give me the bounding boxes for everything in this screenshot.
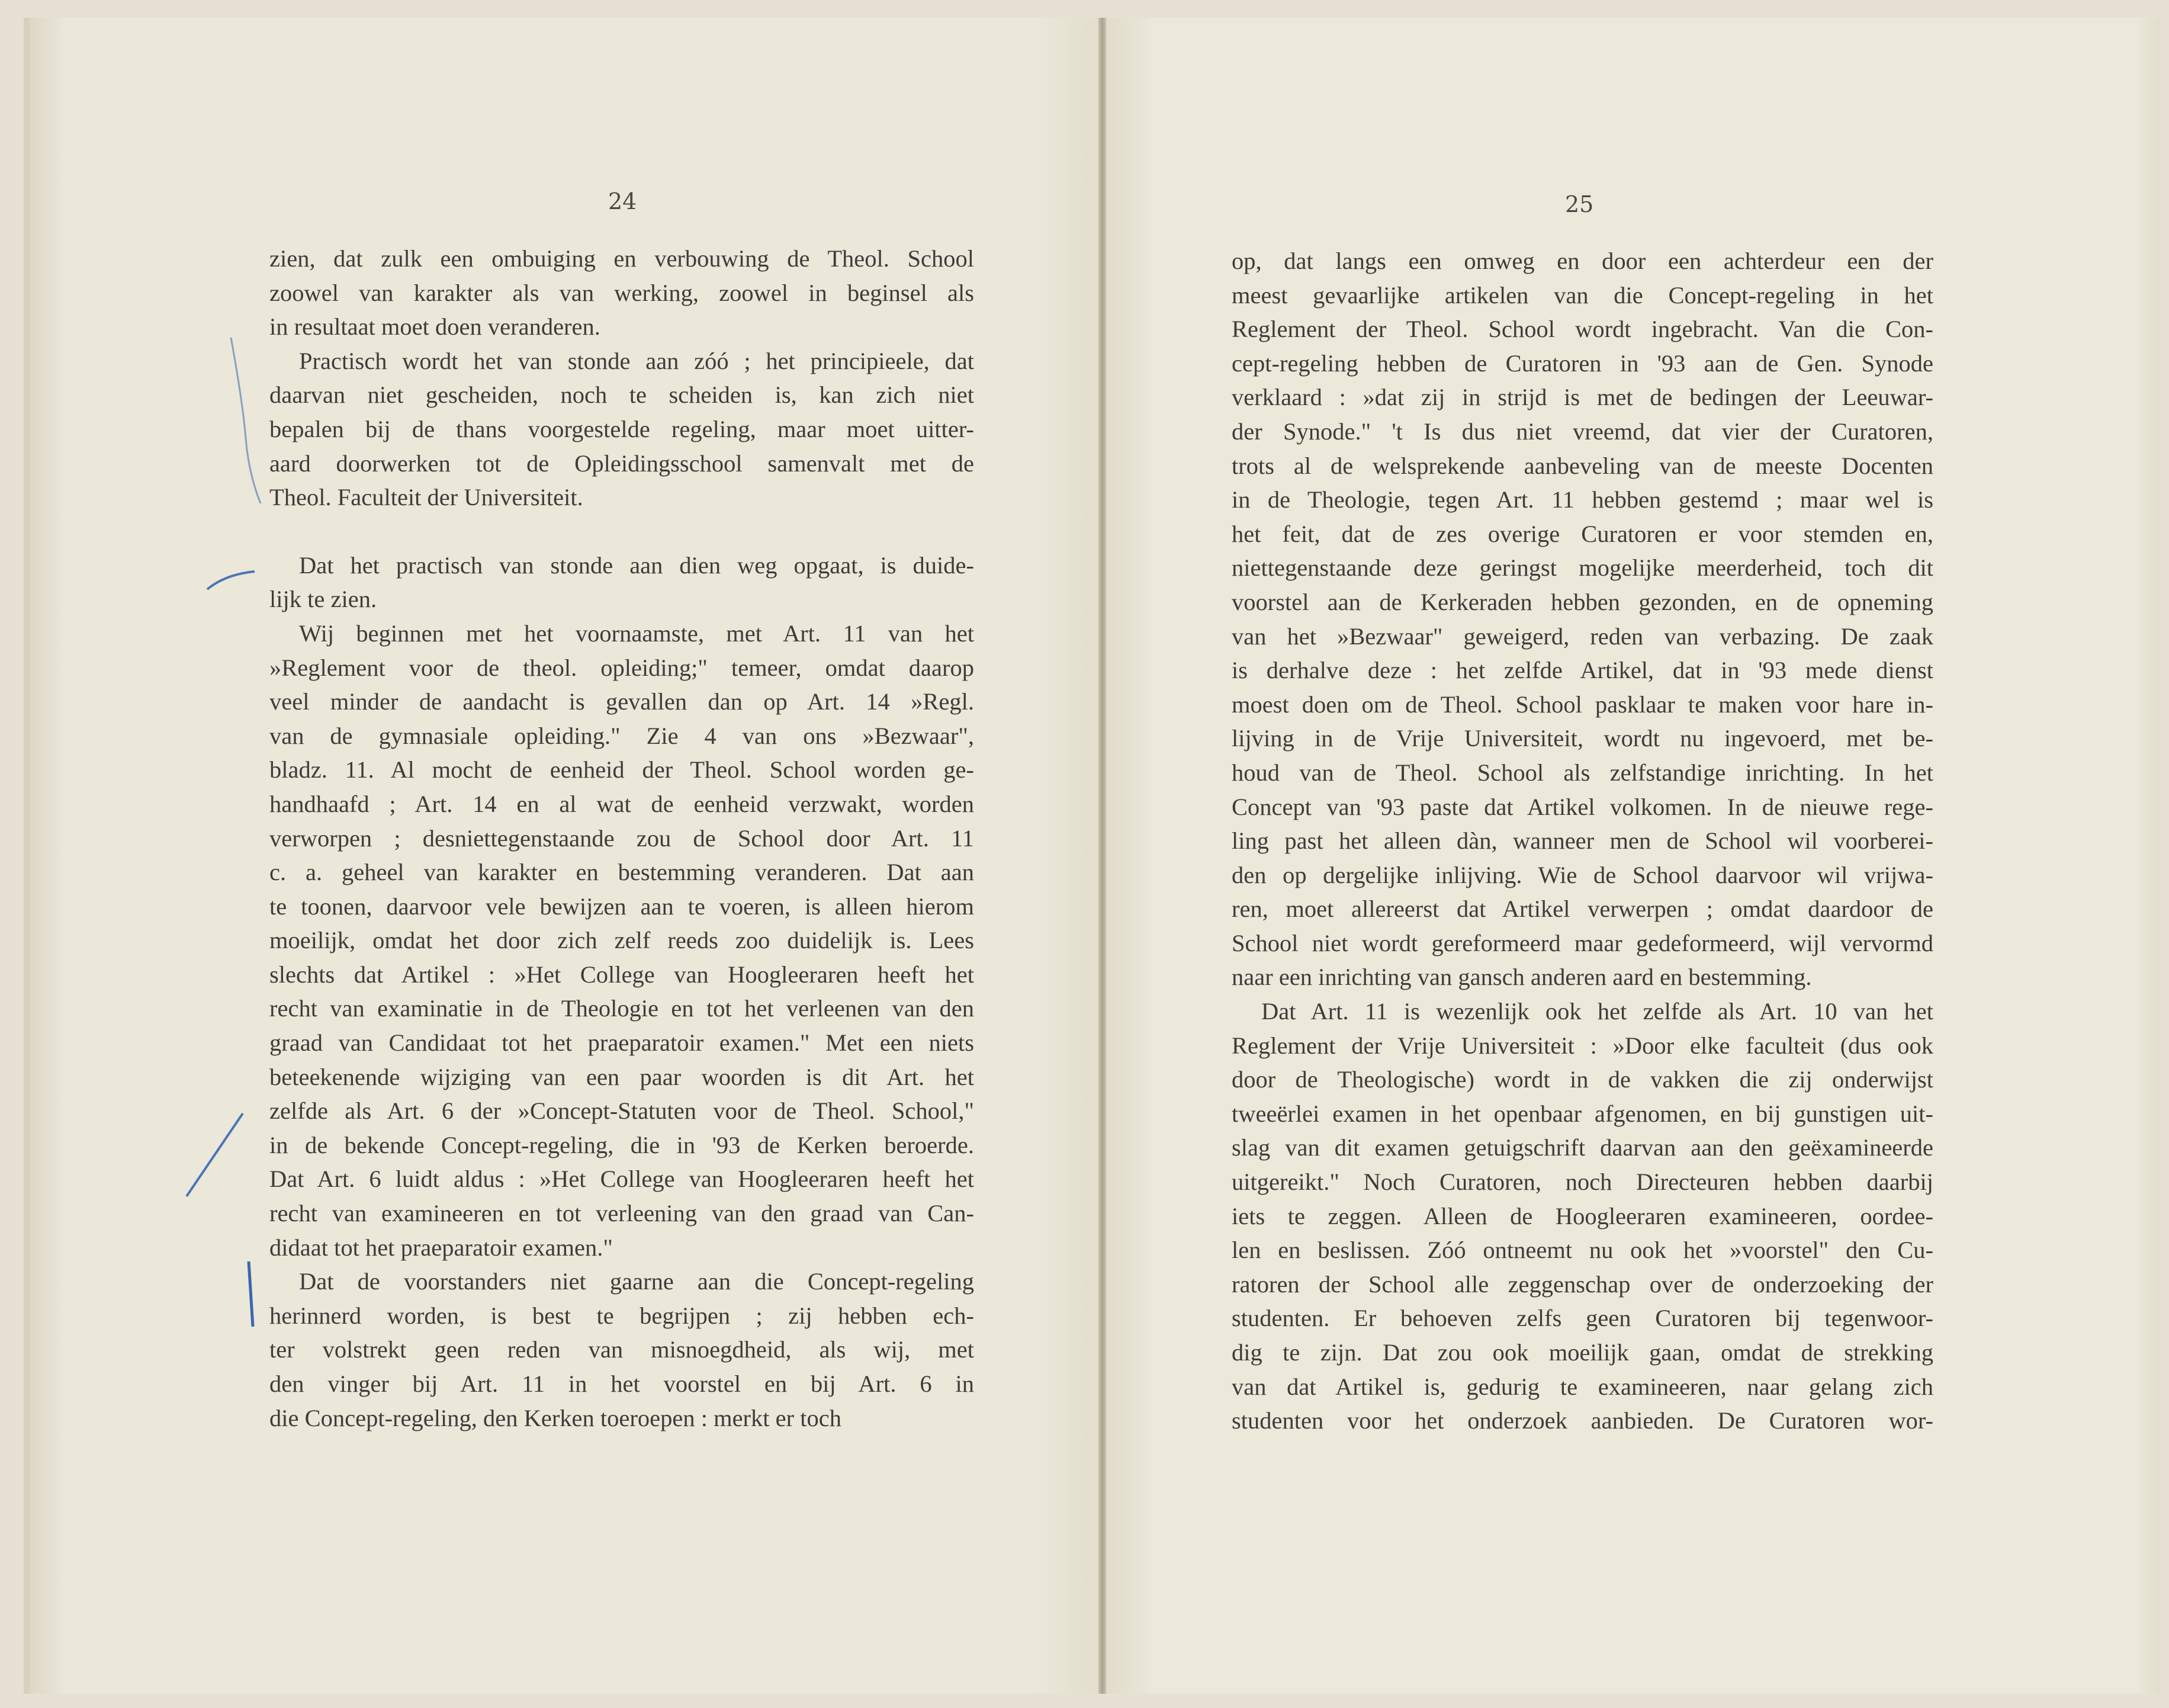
text-line: handhaafd ; Art. 14 en al wat de eenheid verzwakt, worden (269, 790, 974, 817)
text-line: Reglement der Vrije Universiteit : »Door elke faculteit (dus ook (1232, 1032, 1933, 1059)
text-line: van de gymnasiale opleiding." Zie 4 van ons »Bezwaar", (269, 722, 974, 749)
text-line: voorstel aan de Kerkeraden hebben gezonden, en de opneming (1232, 588, 1933, 615)
text-line: didaat tot het praeparatoir examen." (269, 1234, 613, 1261)
margin-pencil-mark-3 (178, 1107, 249, 1202)
text-line: van dat Artikel is, gedurig te examineeren, naar gelang zich (1232, 1373, 1933, 1400)
text-line: daarvan niet gescheiden, noch te scheiden is, kan zich niet (269, 381, 974, 409)
right-page-body (1232, 244, 1933, 1438)
text-line: Dat Art. 6 luidt aldus : »Het College van Hoogleeraren heeft het (269, 1166, 974, 1193)
text-line: ling past het alleen dàn, wanneer men de School wil voorberei- (1232, 827, 1933, 855)
text-line: niettegenstaande deze geringst mogelijke meerderheid, toch dit (1232, 554, 1933, 582)
text-line: die Concept-regeling, den Kerken toeroepen : merkt er toch (269, 1404, 841, 1431)
text-line: naar een inrichting van gansch anderen aard en bestemming. (1232, 964, 1812, 991)
text-line: houd van de Theol. School als zelfstandige inrichting. In het (1232, 759, 1933, 786)
text-line: Reglement der Theol. School wordt ingebracht. Van die Con- (1232, 316, 1933, 343)
text-line: recht van examineeren en tot verleening van den graad van Can- (269, 1200, 974, 1227)
text-line: recht van examinatie in de Theologie en tot het verleenen van den (269, 995, 974, 1022)
text-line: Dat de voorstanders niet gaarne aan die Concept-regeling (299, 1268, 974, 1295)
text-line: op, dat langs een omweg en door een achterdeur een der (1232, 248, 1933, 274)
text-line: den op dergelijke inlijving. Wie de School daarvoor wil vrijwa- (1232, 861, 1933, 888)
book-gutter (1098, 18, 1106, 1694)
text-line: het feit, dat de zes overige Curatoren er voor stemden en, (1232, 520, 1933, 547)
margin-pencil-mark-2 (201, 563, 261, 598)
text-line: Wij beginnen met het voornaamste, met Art. 11 van het (299, 619, 974, 647)
text-line: herinnerd worden, is best te begrijpen ; zij hebben ech- (269, 1302, 974, 1329)
text-line: den vinger bij Art. 11 in het voorstel en bij Art. 6 in (269, 1370, 974, 1397)
text-line: in resultaat moet doen veranderen. (269, 313, 600, 341)
text-line: trots al de welsprekende aanbeveling van de meeste Docenten (1232, 452, 1933, 479)
text-line: te toonen, daarvoor vele bewijzen aan te voeren, is alleen hierom (269, 892, 974, 920)
text-line: Practisch wordt het van stonde aan zóó ; het principieele, dat (299, 347, 974, 374)
right-page-number: 25 (1565, 191, 1594, 217)
text-line: ren, moet allereerst dat Artikel verwerpen ; omdat daardoor de (1232, 895, 1933, 923)
text-line: uitgereikt." Noch Curatoren, noch Directeuren hebben daarbij (1232, 1168, 1933, 1196)
text-line: bepalen bij de thans voorgestelde regeling, maar moet uitter- (269, 415, 974, 442)
text-line: Dat het practisch van stonde aan dien weg opgaat, is duide- (299, 551, 974, 579)
margin-pencil-mark-4 (240, 1256, 264, 1333)
text-line: ter volstrekt geen reden van misnoegdheid, als wij, met (269, 1336, 974, 1363)
text-line: slechts dat Artikel : »Het College van Hoogleeraren heeft het (269, 961, 974, 988)
text-line: slag van dit examen getuigschrift daarvan aan den geëxamineerde (1232, 1134, 1933, 1161)
text-line: meest gevaarlijke artikelen van die Concept-regeling in het (1232, 281, 1933, 309)
text-line: c. a. geheel van karakter en bestemming veranderen. Dat aan (269, 859, 974, 886)
text-line: studenten voor het onderzoek aanbieden. De Curatoren wor- (1232, 1407, 1933, 1434)
text-line: studenten. Er behoeven zelfs geen Curatoren bij tegenwoor- (1232, 1305, 1933, 1332)
text-line: van het »Bezwaar" geweigerd, reden van verbazing. De zaak (1232, 622, 1933, 650)
text-line: moest doen om de Theol. School pasklaar te maken voor hare in- (1232, 691, 1933, 718)
text-line: door de Theologische) wordt in de vakken die zij onderwijst (1232, 1066, 1933, 1093)
text-line: Theol. Faculteit der Universiteit. (269, 484, 583, 511)
text-line: lijving in de Vrije Universiteit, wordt nu ingevoerd, met be- (1232, 725, 1933, 752)
text-line: aard doorwerken tot de Opleidingsschool samenvalt met de (269, 450, 974, 477)
text-line: School niet wordt gereformeerd maar gedeformeerd, wijl vervormd (1232, 929, 1933, 956)
text-line: beteekenende wijziging van een paar woorden is dit Art. het (269, 1063, 974, 1090)
text-line: dig te zijn. Dat zou ook moeilijk gaan, omdat de strekking (1232, 1339, 1933, 1366)
text-line: »Reglement voor de theol. opleiding;" temeer, omdat daarop (269, 654, 974, 681)
left-page-number: 24 (608, 188, 637, 214)
text-line: bladz. 11. Al mocht de eenheid der Theol. School worden ge- (269, 756, 974, 784)
text-line: lijk te zien. (269, 586, 377, 613)
text-line: ratoren der School alle zeggenschap over de onderzoeking der (1232, 1270, 1933, 1298)
text-line: verklaard : »dat zij in strijd is met de bedingen der Leeuwar- (1232, 384, 1933, 411)
text-line: moeilijk, omdat het door zich zelf reeds zoo duidelijk is. Lees (269, 927, 974, 954)
text-line: zoowel van karakter als van werking, zoowel in beginsel als (269, 279, 974, 306)
text-line: Concept van '93 paste dat Artikel volkomen. In de nieuwe rege- (1232, 793, 1933, 820)
text-line: veel minder de aandacht is gevallen dan op Art. 14 »Regl. (269, 688, 974, 715)
text-line: zien, dat zulk een ombuiging en verbouwing de Theol. School (269, 245, 974, 272)
text-line: verworpen ; desniettegenstaande zou de School door Art. 11 (269, 824, 974, 852)
text-line: len en beslissen. Zóó ontneemt nu ook het »voorstel" den Cu- (1232, 1237, 1933, 1264)
text-line: iets te zeggen. Alleen de Hoogleeraren examineeren, oordee- (1232, 1202, 1933, 1229)
text-line: tweeërlei examen in het openbaar afgenomen, en bij gunstigen uit- (1232, 1100, 1933, 1127)
text-line: graad van Candidaat tot het praeparatoir examen." Met een niets (269, 1029, 974, 1057)
text-line: Dat Art. 11 is wezenlijk ook het zelfde als Art. 10 van het (1261, 998, 1933, 1025)
text-line: in de Theologie, tegen Art. 11 hebben gestemd ; maar wel is (1232, 486, 1933, 513)
text-line: is derhalve deze : het zelfde Artikel, dat in '93 mede dienst (1232, 657, 1933, 684)
text-line: cept-regeling hebben de Curatoren in '93 aan de Gen. Synode (1232, 349, 1933, 377)
left-page-body (269, 242, 974, 1435)
text-line: der Synode." 't Is dus niet vreemd, dat vier der Curatoren, (1232, 418, 1933, 445)
text-line: in de bekende Concept-regeling, die in '93 de Kerken beroerde. (269, 1131, 974, 1158)
margin-pencil-mark-1 (225, 332, 272, 509)
text-line: zelfde als Art. 6 der »Concept-Statuten voor de Theol. School," (269, 1097, 974, 1125)
